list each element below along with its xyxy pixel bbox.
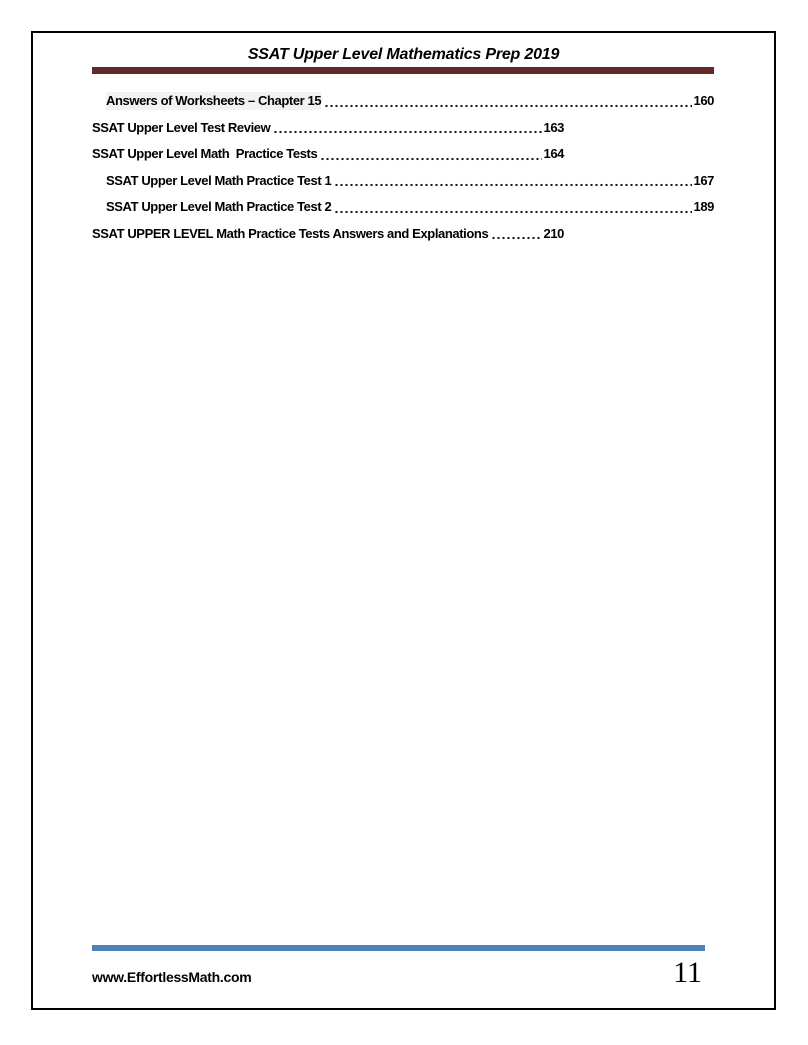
toc-entry-page-number: 164: [543, 146, 564, 161]
dot-leader: [320, 157, 541, 161]
toc-entry: [92, 225, 564, 243]
toc-entry-page-number: 210: [543, 225, 564, 241]
dot-leader: [334, 183, 691, 187]
toc-entry: [92, 172, 714, 190]
toc-entry-page-number: 167: [693, 172, 714, 188]
footer-rule: [92, 945, 705, 951]
toc-entry-label: SSAT Upper Level Test Review: [92, 119, 271, 135]
page-number: 11: [673, 956, 702, 989]
running-header: [92, 45, 715, 74]
dot-leader: [324, 104, 691, 108]
toc-entry-label: SSAT Upper Level Math Practice Test 1: [106, 172, 332, 188]
toc-entry-page-number: 160: [693, 93, 714, 108]
dot-leader: [273, 130, 541, 134]
toc-entry: [92, 198, 714, 216]
dot-leader: [491, 236, 541, 240]
page: [31, 31, 776, 1010]
toc-entry: [92, 119, 564, 137]
toc-entry-label: SSAT Upper Level Math Practice Tests: [92, 146, 318, 161]
toc-entry: [92, 145, 564, 163]
website-text: www.EffortlessMath.com: [92, 969, 252, 985]
header-title: SSAT Upper Level Mathematics Prep 2019: [247, 46, 560, 63]
toc-entry: [92, 92, 714, 110]
toc-entry-page-number: 163: [543, 119, 564, 135]
footer-row: [92, 956, 714, 990]
dot-leader: [334, 210, 691, 214]
header-rule: [92, 67, 714, 74]
toc-entry-label: SSAT UPPER LEVEL Math Practice Tests Answers and Explanations: [92, 225, 489, 241]
table-of-contents: [92, 92, 715, 242]
toc-entry-label: SSAT Upper Level Math Practice Test 2: [106, 199, 332, 214]
toc-entry-label: Answers of Worksheets – Chapter 15: [106, 93, 322, 108]
toc-entry-page-number: 189: [693, 199, 714, 214]
running-footer: [92, 945, 714, 990]
